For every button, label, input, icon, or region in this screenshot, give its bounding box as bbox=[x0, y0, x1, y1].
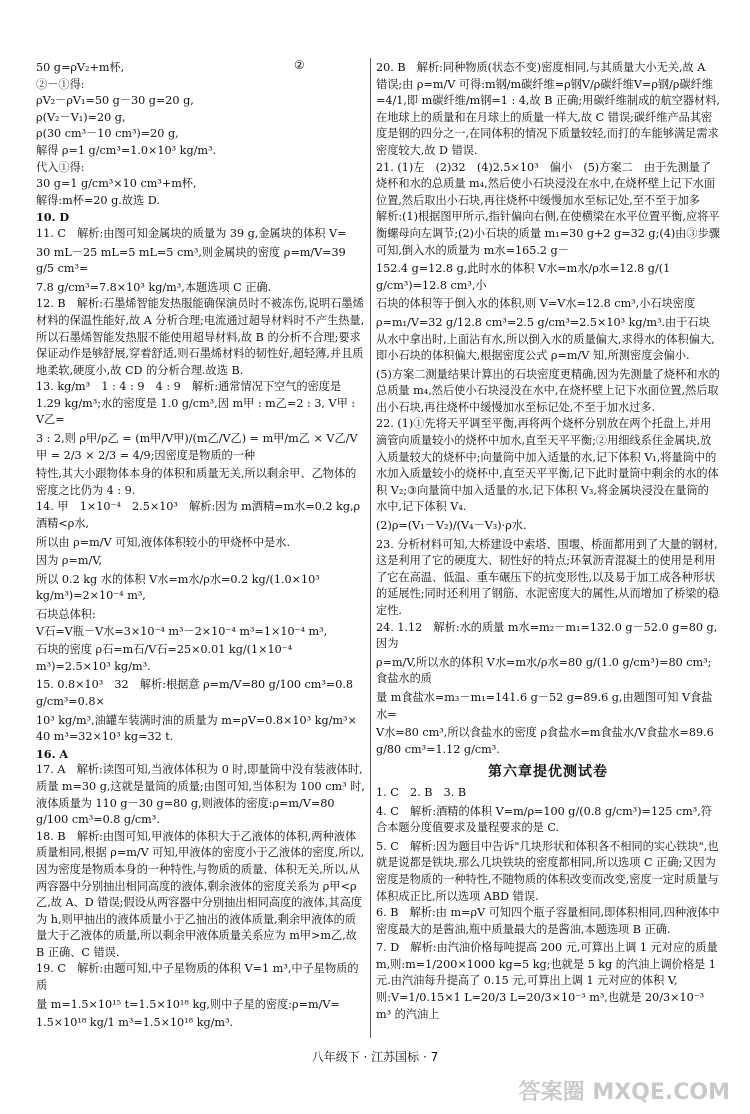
answer-15-line: 40 m³=32×10³ kg=32 t. bbox=[36, 730, 174, 744]
answer-14-line: 14. 甲 1×10⁻⁴ 2.5×10³ 解析:因为 m酒精=m水=0.2 kg,ρ酒精<ρ水, bbox=[36, 500, 361, 531]
answer-11-line: 11. C 解析:由图可知金属块的质量为 39 g,金属块的体积 V= bbox=[36, 226, 347, 240]
answer-13-line: 13. kg/m³ 1 : 4 : 9 4 : 9 解析:通常情况下空气的密度是 1.29 kg/m³;水的密度是 1.0 g/cm³,因 m甲 : m乙=2 : 3, V甲 : V乙= bbox=[36, 380, 356, 427]
answer-20: 20. B 解析:同种物质(状态不变)密度相同,与其质量大小无关,故 A 错误;由 ρ=m/V 可得:m钢/m碳纤维=ρ钢V/ρ碳纤维V=ρ钢/ρ碳纤维=4/1,即 m碳纤维/m钢=1 : 4,故 B 正确;用碳纤维制成的航空器材料,在地球上的质量和在月球上的质量一样大,故 C 错误;碳纤维产品其密度是钢的四分之一,在同体积的情况下质量较轻,而打的车能够满足需求密度较大,故 D 错误. bbox=[376, 61, 720, 157]
test-answer-7: 7. D 解析:由汽油价格每吨提高 200 元,可算出上调 1 元对应的质量 m,则:m=1/200×1000 kg=5 kg;也就是 5 kg 的汽油上调价格是 1 元.由汽油每升提高了 0.15 元,可算出上调 1 元对应的体积 V,则:V=1/0.15×1 L=20/3 L=20/3×10⁻³ m³,也就是 20/3×10⁻³ m³ 的汽油上 bbox=[376, 941, 718, 1021]
text-line: 30 g=1 g/cm³×10 cm³+m杯, bbox=[36, 177, 197, 191]
equation-number-mark: ② bbox=[294, 58, 305, 72]
answer-14-line: 石块总体积: bbox=[36, 608, 96, 621]
answer-19-line: 量 m=1.5×10¹⁵ t=1.5×10¹⁸ kg,则中子星的密度:ρ=m/V= bbox=[36, 997, 340, 1011]
test-answer-6: 6. B 解析:由 m=ρV 可知四个瓶子容量相同,即体积相同,四种液体中密度最大的是酱油,瓶中质量最大的是酱油,本题选项 B 正确. bbox=[376, 906, 720, 936]
answer-18: 18. B 解析:由图可知,甲液体的体积大于乙液体的体积,两种液体质量相同,根据 ρ=m/V 可知,甲液体的密度小于乙液体的密度,所以,因为密度是物质本身的一种特性,与物质的质量、体积无关,所以,从两容器中分别抽出相同高度的液体,剩余液体的密度关系为 ρ甲<ρ乙,故 A、D 错误;假设从两容器中分别抽出相同高度的液体,其高度为 h,则甲抽出的液体质量小于乙抽出的液体质量,剩余甲液体的质量大于乙液体的质量,所以剩余甲液体质量关系应为 m甲>m乙,故 B 正确、C 错误. bbox=[36, 829, 365, 959]
answer-24-line: V水=80 cm³,所以食盐水的密度 ρ食盐水=m食盐水/V食盐水=89.6 g/80 cm³=1.12 g/cm³. bbox=[376, 726, 714, 756]
text-line: 解得:m杯=20 g.故选 D. bbox=[36, 193, 160, 207]
text-line: 代入①得: bbox=[36, 160, 85, 174]
answer-17: 17. A 解析:读图可知,当液体体积为 0 时,即量筒中没有装液体时,质量 m=30 g,这就是量筒的质量;由图可知,当体积为 100 cm³ 时,液体质量为 110 g－30 g=80 g,则液体的密度:ρ=m/V=80 g/100 cm³=0.8 g/cm³. bbox=[36, 763, 365, 827]
answer-14-line: V石=V瓶－V水=3×10⁻⁴ m³－2×10⁻⁴ m³=1×10⁻⁴ m³, bbox=[36, 624, 328, 638]
answer-21-line: 21. (1)左 (2)32 (4)2.5×10³ 偏小 (5)方案二 由于先测量了烧杯和水的总质量 m₄,然后使小石块浸没在水中,在烧杯壁上记下水面位置,然后取出小石块,再往烧杯中缓慢加水至标记处,至不至于加多 解析:(1)根据图甲所示,指针偏向右侧,在使横梁在水平位置平衡,应将平衡螺母向左调节;(2)小石块的质量 m₁=30 g+2 g=32 g;(4)由③步骤可知,倒入水的质量为 m水=165.2 g－ bbox=[376, 160, 720, 257]
right-column bbox=[376, 60, 720, 1025]
answer-22-line: (2)ρ=(V₁－V₂)/(V₄－V₃)·ρ水. bbox=[376, 519, 527, 533]
answer-12: 12. B 解析:石墨烯智能发热服能确保演员时不被冻伤,说明石墨烯材料的保温性能好,故 A 分析合理;电流通过超导材料时不产生热量,所以石墨烯智能发热服不能使用超导材料,故 B 的分析不合理;要求保证动作是够舒展,穿着舒适,则石墨烯材料的韧性好,超轻薄,并且质地柔软,硬度小,故 CD 的分析合理.故选 B. bbox=[36, 297, 365, 377]
column-divider bbox=[370, 58, 371, 1038]
answer-15-line: 10³ kg/m³,油罐车装满时油的质量为 m=ρV=0.8×10³ kg/m³× bbox=[36, 713, 357, 727]
answer-13-line: 特性,其大小跟物体本身的体积和质量无关,所以剩余甲、乙物体的密度之比仍为 4 : 9. bbox=[36, 467, 357, 497]
answer-14-line: 所以由 ρ=m/V 可知,液体体积较小的甲烧杯中是水. bbox=[36, 535, 291, 549]
answer-19-line: 19. C 解析:由题可知,中子星物质的体积 V=1 m³,中子星物质的质 bbox=[36, 962, 359, 993]
answer-14-line: 因为 ρ=m/V, bbox=[36, 554, 102, 568]
left-column bbox=[36, 60, 366, 1034]
answer-11-line: 30 mL－25 mL=5 mL=5 cm³,则金属块的密度 ρ=m/V=39 g/5 cm³= bbox=[36, 245, 346, 276]
answer-13-line: 3 : 2,则 ρ甲/ρ乙 = (m甲/V甲)/(m乙/V乙) = m甲/m乙 × V乙/V甲 = 2/3 × 2/3 = 4/9;因密度是物质的一种 bbox=[36, 432, 358, 462]
page-footer: 八年级下 · 江苏国标 · 7 bbox=[311, 1050, 439, 1064]
answer-14-line: 石块的密度 ρ石=m石/V石=25×0.01 kg/(1×10⁻⁴ m³)=2.5×10³ kg/m³. bbox=[36, 643, 293, 673]
answer-24-line: 24. 1.12 解析:水的质量 m水=m₂－m₁=132.0 g－52.0 g=80 g,因为 bbox=[376, 620, 718, 651]
test-answer-4: 4. C 解析:酒精的体积 V=m/ρ=100 g/(0.8 g/cm³)=125 cm³,符合本题分度值要求及量程要求的是 C. bbox=[376, 804, 712, 835]
answer-16: 16. A bbox=[36, 746, 69, 761]
text-line: 50 g=ρV₂+m杯, bbox=[36, 61, 125, 74]
answer-24-line: ρ=m/V,所以水的体积 V水=m水/ρ水=80 g/(1.0 g/cm³)=80 cm³;食盐水的质 bbox=[376, 655, 712, 686]
answer-21-line: 石块的体积等于倒入水的体积,则 V=V水=12.8 cm³,小石块密度 bbox=[376, 297, 696, 311]
test-answer-5: 5. C 解析:因为题目中告诉"几块形状和体积各不相同的实心铁块",也就是说都是铁块,那么几块铁块的密度都相同,所以选项 C 正确;又因为密度是物质的一种特性,不随物质的体积改变而改变,密度一定时质量与体积成正比,所以选项 ABD 错误. bbox=[376, 839, 719, 903]
test-answer-1-3: 1. C 2. B 3. B bbox=[376, 785, 467, 799]
text-line: 解得 ρ=1 g/cm³=1.0×10³ kg/m³. bbox=[36, 143, 217, 157]
watermark-logo: 答案圈 MXQE.COM bbox=[518, 1080, 730, 1105]
text-line: ρ(30 cm³－10 cm³)=20 g, bbox=[36, 127, 179, 141]
text-line: ρV₂－ρV₁=50 g－30 g=20 g, bbox=[36, 94, 194, 108]
answer-22-line: 22. (1)①先将天平调至平衡,再将两个烧杯分别放在两个托盘上,并用滴管向质量较小的烧杯中加水,直至天平平衡;②用细线系住金属块,放入质量较大的烧杯中;向量筒中加入适量的水,记下体积 V₁,将量筒中的水加入质量较小的烧杯中,直至天平平衡,记下此时量筒中剩余的水的体积 V₂;③向量筒中加入适量的水,记下体积 V₃,将金属块浸没在量筒的水中,记下体积 V₄. bbox=[376, 417, 719, 514]
answer-21-line: 152.4 g=12.8 g,此时水的体积 V水=m水/ρ水=12.8 g/(1 g/cm³)=12.8 cm³,小 bbox=[376, 262, 671, 292]
answer-21-line: (5)方案二测量结果计算出的石块密度更精确,因为先测量了烧杯和水的总质量 m₄,然后使小石块浸没在水中,在烧杯壁上记下水面位置,然后取出小石块,再往烧杯中缓慢加水至标记处,不至于加水过多. bbox=[376, 367, 720, 414]
answer-11-line: 7.8 g/cm³=7.8×10³ kg/m³,本题选项 C 正确. bbox=[36, 280, 272, 294]
answer-24-line: 量 m食盐水=m₃－m₁=141.6 g－52 g=89.6 g,由题图可知 V食盐水= bbox=[376, 690, 713, 721]
answer-14-line: 所以 0.2 kg 水的体积 V水=m水/ρ水=0.2 kg/(1.0×10³ kg/m³)=2×10⁻⁴ m³, bbox=[36, 572, 320, 603]
text-line: ②－①得: bbox=[36, 77, 85, 91]
answer-23: 23. 分析材料可知,大桥建设中索塔、围堰、桥面都用到了大量的钢材,这是利用了它的硬度大、韧性好的特点;环氧沥青混凝土的使用是利用了它在高温、低温、重车碾压下的抗变形性,以及易于加工成各种形状的延展性;同时还利用了钢筋、水泥密度大的属性,从而增加了桥梁的稳定性. bbox=[376, 537, 719, 617]
answer-19-line: 1.5×10¹⁸ kg/1 m³=1.5×10¹⁸ kg/m³. bbox=[36, 1016, 234, 1030]
answer-21-line: ρ=m₁/V=32 g/12.8 cm³=2.5 g/cm³=2.5×10³ kg/m³.由于石块从水中拿出时,上面沾有水,所以倒入水的质量偏大,求得水的体积偏大,即小石块的体积偏大,根据密度公式 ρ=m/V 知,所测密度会偏小. bbox=[376, 315, 715, 363]
answer-15-line: 15. 0.8×10³ 32 解析:根据意 ρ=m/V=80 g/100 cm³=0.8 g/cm³=0.8× bbox=[36, 678, 354, 708]
text-line: ρ(V₂－V₁)=20 g, bbox=[36, 110, 126, 124]
answer-10: 10. D bbox=[36, 210, 70, 225]
section-title: 第六章提优测试卷 bbox=[488, 764, 608, 781]
